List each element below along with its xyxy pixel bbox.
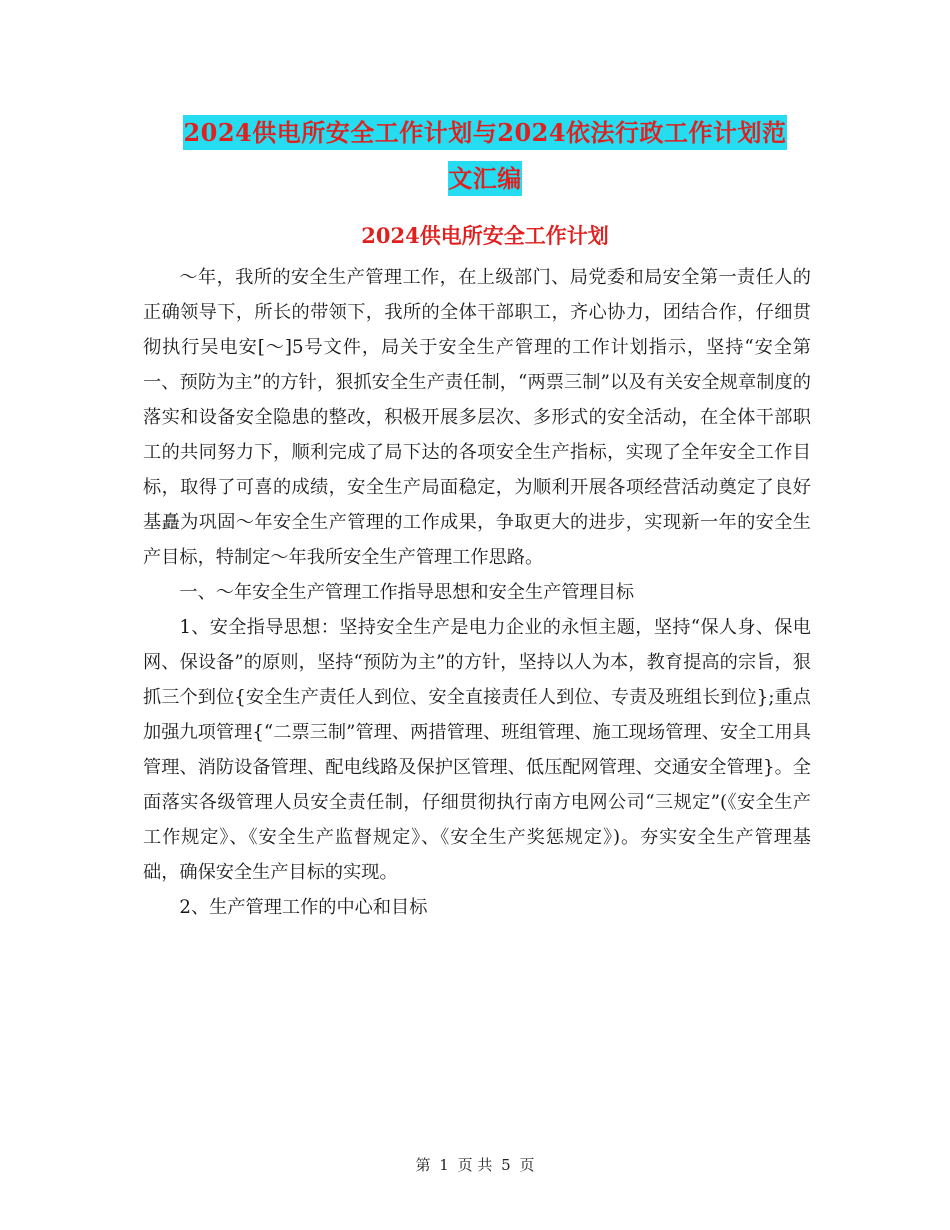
paragraph-guiding-thought: 1、安全指导思想：坚持安全生产是电力企业的永恒主题，坚持“保人身、保电网、保设备”的原则，坚持“预防为主”的方针，坚持以人为本，教育提高的宗旨，狠抓三个到位{安全生产责任人到位、安全直接责任人到位、专责及班组长到位};重点加强九项管理{“二票三制”管理、两措管理、班组管理、施工现场管理、安全工用具管理、消防设备管理、配电线路及保护区管理、低压配网管理、交通安全管理}。全面落实各级管理人员安全责任制，仔细贯彻执行南方电网公司“三规定”(《安全生产工作规定》、《安全生产监督规定》、《安全生产奖惩规定》)。夯实安全生产管理基础，确保安全生产目标的实现。 [143, 617, 811, 883]
paragraph-heading-1: 一、～年安全生产管理工作指导思想和安全生产管理目标 [179, 582, 635, 603]
document-title-line-1: 2024供电所安全工作计划与2024依法行政工作计划范 [183, 115, 786, 150]
footer-total-pages: 5 [501, 1156, 511, 1174]
document-title [140, 110, 830, 202]
paragraph-intro: ～年，我所的安全生产管理工作，在上级部门、局党委和局安全第一责任人的正确领导下，所长的带领下，我所的全体干部职工，齐心协力，团结合作，仔细贯彻执行吴电安[～]5号文件，局关于安全生产管理的工作计划指示，坚持“安全第一、预防为主”的方针，狠抓安全生产责任制，“两票三制”以及有关安全规章制度的落实和设备安全隐患的整改，积极开展多层次、多形式的安全活动，在全体干部职工的共同努力下，顺利完成了局下达的各项安全生产指标，实现了全年安全工作目标，取得了可喜的成绩，安全生产局面稳定，为顺利开展各项经营活动奠定了良好基矗为巩固～年安全生产管理的工作成果，争取更大的进步，实现新一年的安全生产目标，特制定～年我所安全生产管理工作思路。 [143, 267, 811, 568]
document-title-line-2: 文汇编 [448, 161, 522, 196]
document-body [143, 260, 811, 925]
footer-middle: 页 共 [457, 1156, 493, 1174]
footer-suffix: 页 [519, 1156, 535, 1174]
section-title: 2024供电所安全工作计划 [361, 223, 609, 248]
paragraph-heading-2: 2、生产管理工作的中心和目标 [179, 897, 428, 918]
footer-page-number: 1 [439, 1156, 449, 1174]
footer-prefix: 第 [415, 1156, 431, 1174]
page-footer [0, 1153, 950, 1177]
